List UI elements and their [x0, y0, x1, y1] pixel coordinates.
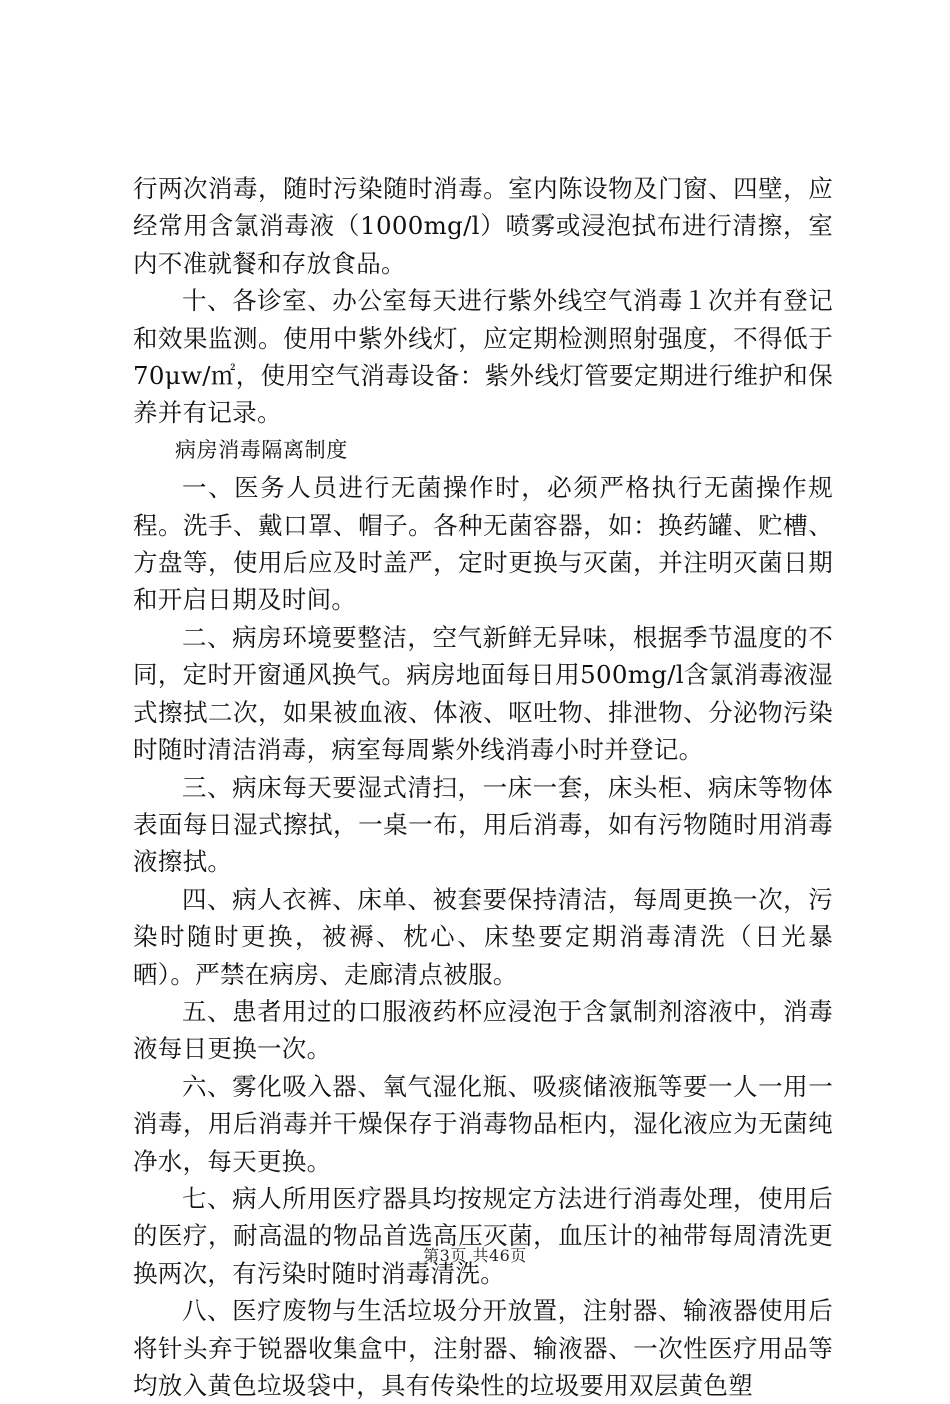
paragraph-item-4: 四、病人衣裤、床单、被套要保持清洁，每周更换一次，污染时随时更换，被褥、枕心、床垫要定期消毒清洗（日光暴晒）。严禁在病房、走廊清点被服。 [133, 884, 833, 989]
paragraph-item-6: 六、雾化吸入器、氧气湿化瓶、吸痰储液瓶等要一人一用一消毒，用后消毒并干燥保存于消毒物品柜内，湿化液应为无菌纯净水，每天更换。 [133, 1071, 833, 1176]
paragraph-item-5: 五、患者用过的口服液药杯应浸泡于含氯制剂溶液中，消毒液每日更换一次。 [133, 996, 833, 1064]
paragraph-item-10: 十、各诊室、办公室每天进行紫外线空气消毒１次并有登记和效果监测。使用中紫外线灯，应定期检测照射强度，不得低于70μw/㎡，使用空气消毒设备：紫外线灯管要定期进行维护和保养并有记录。 [133, 286, 833, 428]
paragraph-item-7: 七、病人所用医疗器具均按规定方法进行消毒处理，使用后的医疗，耐高温的物品首选高压灭菌，血压计的袖带每周清洗更换两次，有污染时随时消毒清洗。 [133, 1183, 833, 1288]
document-body [133, 170, 833, 1404]
paragraph-item-8: 八、医疗废物与生活垃圾分开放置，注射器、输液器使用后将针头弃于锐器收集盒中，注射器、输液器、一次性医疗用品等均放入黄色垃圾袋中，具有传染性的垃圾要用双层黄色塑 [133, 1296, 833, 1400]
page-footer: 第3页 共46页 [423, 1246, 527, 1265]
section-heading: 病房消毒隔离制度 [175, 437, 348, 462]
paragraph-item-1: 一、医务人员进行无菌操作时，必须严格执行无菌操作规程。洗手、戴口罩、帽子。各种无菌容器，如：换药罐、贮槽、方盘等，使用后应及时盖严，定时更换与灭菌，并注明灭菌日期和开启日期及时间。 [133, 473, 833, 615]
paragraph-item-2: 二、病房环境要整洁，空气新鲜无异味，根据季节温度的不同，定时开窗通风换气。病房地面每日用500mg/l含氯消毒液湿式擦拭二次，如果被血液、体液、呕吐物、排泄物、分泌物污染时随时清洁消毒，病室每周紫外线消毒小时并登记。 [133, 622, 833, 765]
paragraph-item-3: 三、病床每天要湿式清扫，一床一套，床头柜、病床等物体表面每日湿式擦拭，一桌一布，用后消毒，如有污物随时用消毒液擦拭。 [133, 772, 833, 877]
paragraph-continued: 行两次消毒，随时污染随时消毒。室内陈设物及门窗、四壁，应经常用含氯消毒液（1000mg/l）喷雾或浸泡拭布进行清擦，室内不准就餐和存放食品。 [133, 174, 833, 278]
